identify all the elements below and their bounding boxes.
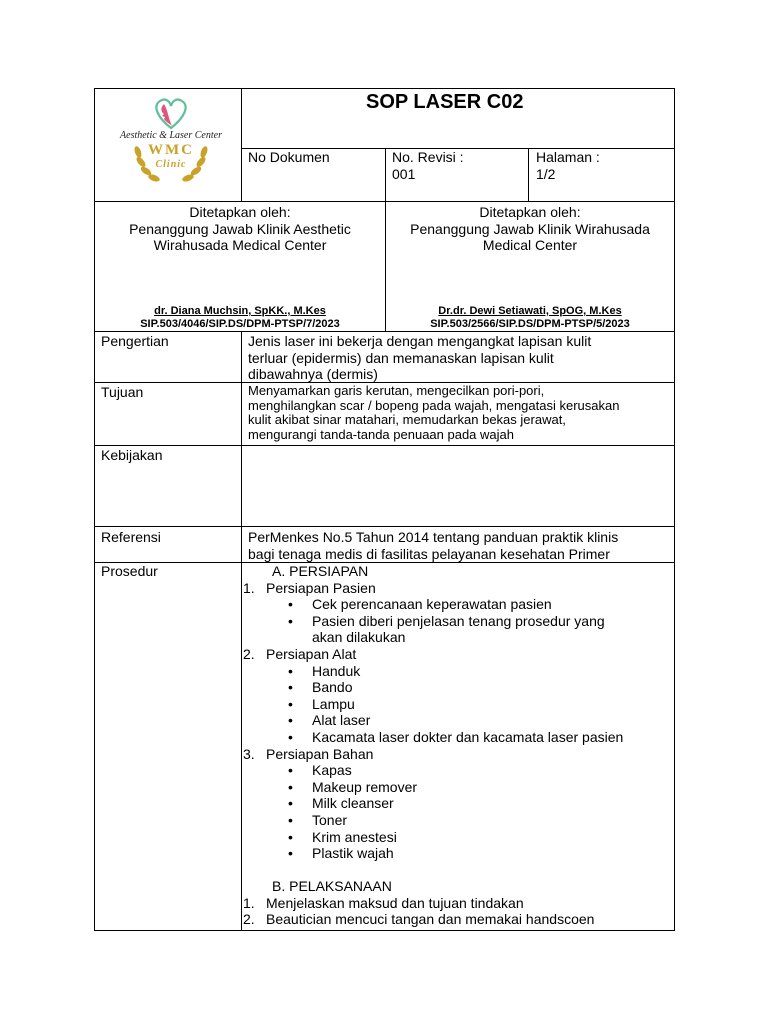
list-item-text: Cek perencanaan keperawatan pasien [312, 596, 552, 613]
bullet: • [288, 778, 293, 795]
signature-right-sip: SIP.503/2566/SIP.DS/DPM-PTSP/5/2023 [430, 318, 630, 330]
divider [241, 88, 242, 202]
list-item [243, 779, 623, 796]
bullet: • [288, 596, 293, 613]
approval-right-line1: Ditetapkan oleh: [479, 204, 581, 220]
pengertian-line: Jenis laser ini bekerja dengan mengangkat lapisan kulit [248, 333, 592, 349]
divider [94, 331, 675, 332]
prosedur-label: Prosedur [101, 563, 158, 579]
clinic-logo [108, 94, 234, 194]
list-item-text: Bando [312, 679, 353, 696]
bullet: • [288, 811, 293, 828]
divider [385, 148, 386, 202]
list-item [243, 663, 623, 680]
list-item [243, 829, 623, 846]
list-number: 3. [243, 745, 255, 762]
approval-right-line2: Penanggung Jawab Klinik Wirahusada [410, 220, 650, 237]
pengertian-label: Pengertian [101, 333, 169, 349]
document-title: SOP LASER C02 [366, 91, 524, 113]
referensi-text [248, 529, 618, 562]
kebijakan-label: Kebijakan [101, 447, 163, 463]
list-item-text: Kapas [312, 762, 352, 779]
list-item-text: Makeup remover [312, 778, 418, 795]
pengertian-line: terluar (epidermis) dan memanaskan lapisan kulit [248, 349, 554, 366]
bullet: • [288, 712, 293, 729]
spacer [243, 862, 623, 879]
list-item [243, 795, 623, 812]
list-item-text: Kacamata laser dokter dan kacamata laser pasien [312, 728, 624, 745]
section-a-heading: A. PERSIAPAN [272, 563, 369, 579]
divider [241, 331, 242, 931]
list-item-text: Toner [312, 811, 348, 828]
no-revisi-value: 001 [392, 166, 416, 182]
signature-right-name: Dr.dr. Dewi Setiawati, SpOG, M.Kes [438, 305, 622, 317]
table-border-right [674, 88, 675, 931]
tujuan-line: Menyamarkan garis kerutan, mengecilkan pori-pori, [248, 383, 545, 398]
list-item-text: Handuk [312, 662, 361, 679]
halaman-value: 1/2 [536, 166, 556, 182]
approval-right [386, 204, 674, 254]
signature-left-sip: SIP.503/4046/SIP.DS/DPM-PTSP/7/2023 [140, 318, 340, 330]
signature-left [95, 305, 385, 331]
referensi-line: bagi tenaga medis di fasilitas pelayanan kesehatan Primer [248, 545, 610, 562]
bullet: • [288, 695, 293, 712]
list-number: 2. [243, 911, 255, 928]
logo-wmc-text: WMC [148, 142, 194, 158]
list-item [243, 696, 623, 713]
list-item-text: Beautician mencuci tangan dan memakai handscoen [266, 911, 595, 928]
approval-left [95, 204, 385, 254]
list-item [243, 629, 623, 646]
table-border-bottom [94, 930, 675, 931]
bullet: • [288, 828, 293, 845]
list-item-title: Persiapan Pasien [266, 579, 376, 596]
pengertian-text [248, 333, 591, 383]
list-item-text: Krim anestesi [312, 828, 397, 845]
list-number: 1. [243, 579, 255, 596]
list-item-title: Persiapan Alat [266, 645, 357, 662]
list-item [243, 596, 623, 613]
pengertian-line: dibawahnya (dermis) [248, 366, 378, 383]
list-item-text: Lampu [312, 695, 355, 712]
bullet: • [288, 728, 293, 745]
section-b-heading: B. PELAKSANAAN [272, 878, 392, 895]
list-item [243, 729, 623, 746]
list-item [243, 845, 623, 862]
list-item [243, 646, 623, 663]
prosedur-content [243, 563, 623, 928]
halaman-label: Halaman : [536, 149, 600, 165]
list-item-text: Pasien diberi penjelasan tenang prosedur yang [312, 612, 605, 629]
list-item-text: Milk cleanser [312, 795, 394, 812]
tujuan-line: kulit akibat sinar matahari, memudarkan bekas jerawat, [248, 412, 566, 427]
signature-right [386, 305, 674, 331]
list-item [243, 613, 623, 630]
bullet: • [288, 845, 293, 862]
list-item [243, 679, 623, 696]
table-border-top [94, 88, 675, 89]
logo-arc-text: Aesthetic & Laser Center [120, 130, 222, 141]
list-item-title: Persiapan Bahan [266, 745, 374, 762]
tujuan-text [248, 384, 619, 442]
list-number: 1. [243, 894, 255, 911]
approval-right-line3: Medical Center [482, 237, 578, 254]
list-item-text: Alat laser [312, 712, 371, 729]
list-number: 2. [243, 645, 255, 662]
no-revisi-label: No. Revisi : [392, 149, 464, 165]
list-item [243, 762, 623, 779]
referensi-label: Referensi [101, 529, 161, 545]
referensi-line: PerMenkes No.5 Tahun 2014 tentang panduan praktik klinis [248, 529, 619, 545]
bullet: • [288, 662, 293, 679]
list-item [243, 895, 623, 912]
divider [528, 148, 529, 202]
tujuan-label: Tujuan [101, 384, 144, 400]
tujuan-line: mengurangi tanda-tanda penuaan pada wajah [248, 426, 514, 442]
list-item [243, 746, 623, 763]
list-item [243, 580, 623, 597]
list-item [243, 812, 623, 829]
divider [94, 526, 675, 527]
approval-left-line1: Ditetapkan oleh: [189, 204, 291, 220]
list-item-text: Plastik wajah [312, 845, 394, 862]
list-item [243, 712, 623, 729]
list-item-text: akan dilakukan [312, 629, 406, 646]
list-item-text: Menjelaskan maksud dan tujuan tindakan [266, 894, 524, 911]
divider [94, 445, 675, 446]
bullet: • [288, 795, 293, 812]
tujuan-line: menghilangkan scar / bopeng pada wajah, mengatasi kerusakan [248, 397, 620, 413]
bullet: • [288, 762, 293, 779]
approval-left-line3: Wirahusada Medical Center [153, 237, 327, 254]
logo-clinic-text: Clinic [155, 159, 187, 170]
bullet: • [288, 679, 293, 696]
bullet: • [288, 612, 293, 629]
signature-left-name: dr. Diana Muchsin, SpKK., M.Kes [154, 305, 326, 317]
list-item [243, 911, 623, 928]
no-dokumen-label: No Dokumen [248, 149, 330, 165]
approval-left-line2: Penanggung Jawab Klinik Aesthetic [129, 220, 351, 237]
